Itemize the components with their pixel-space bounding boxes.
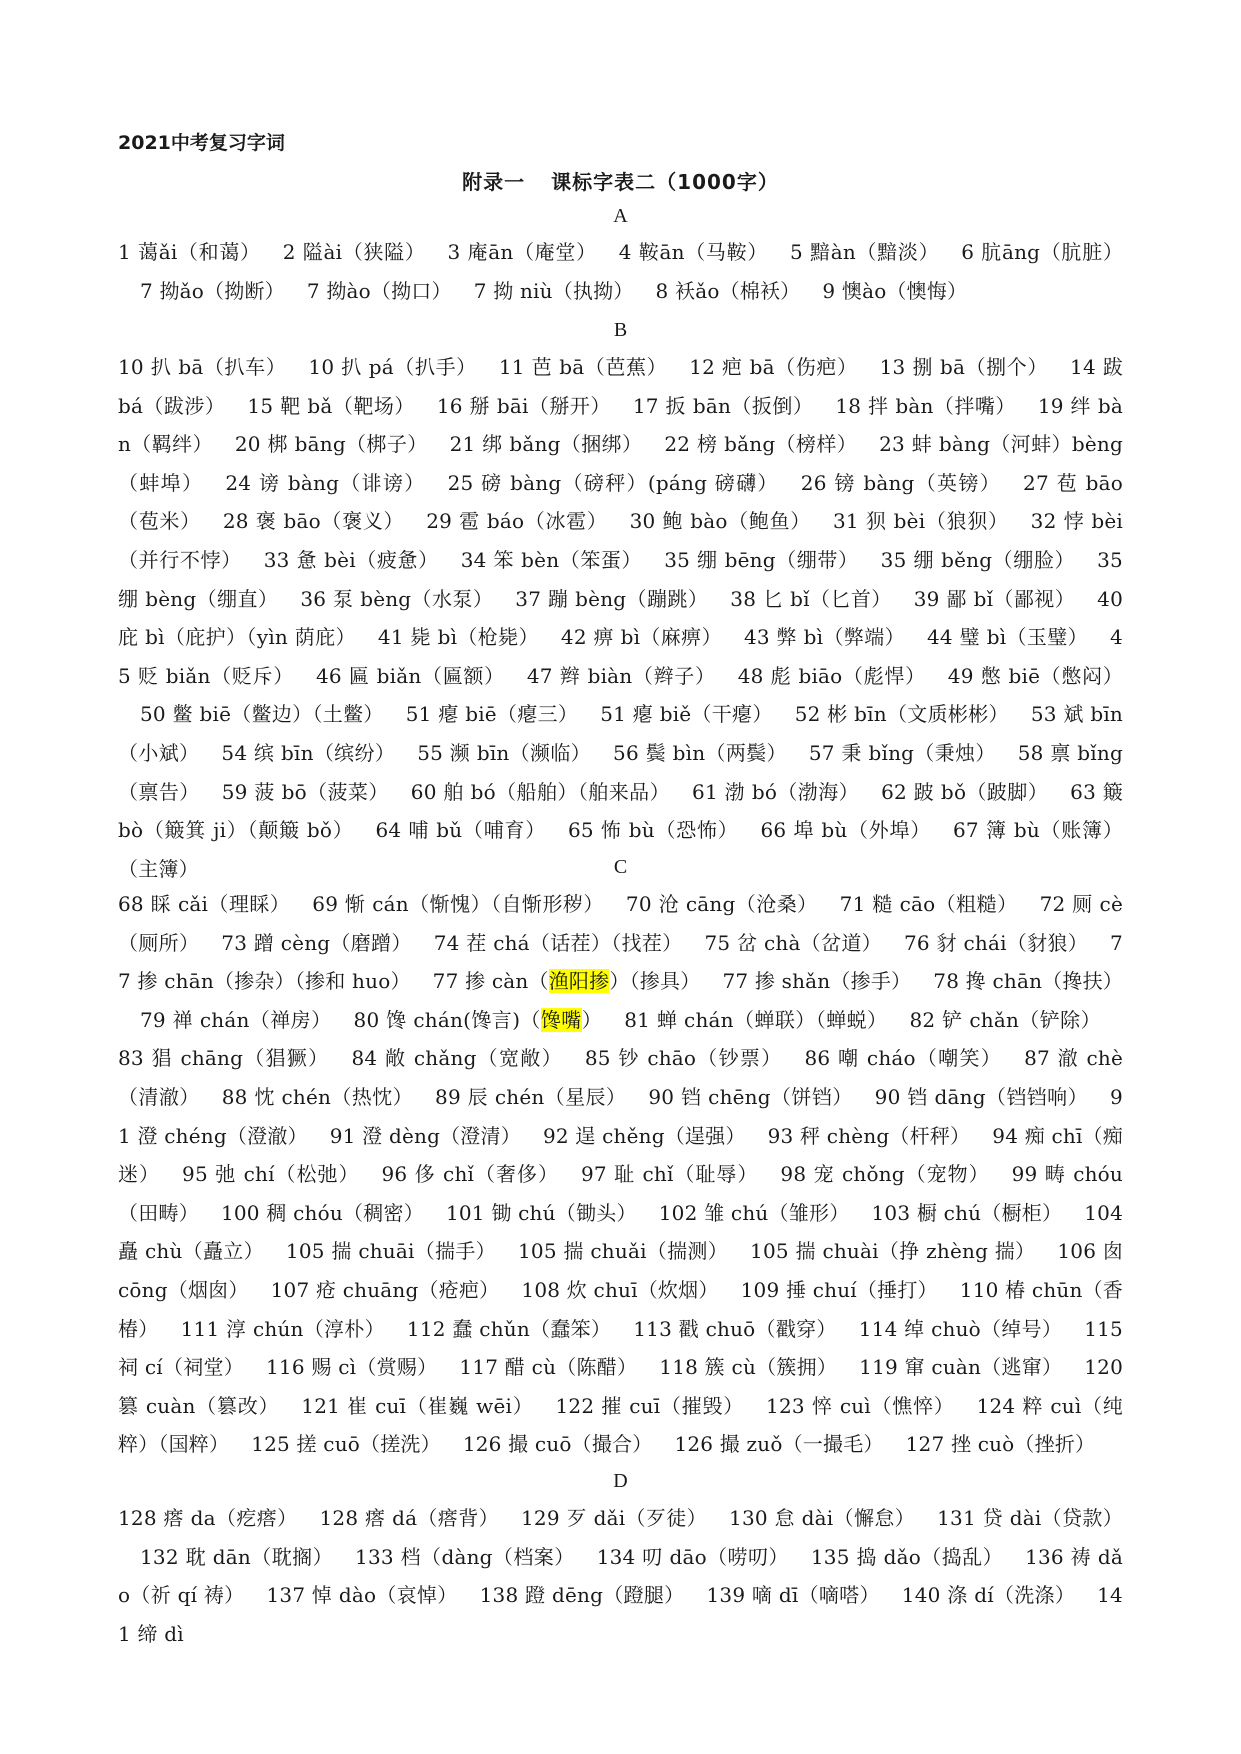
vocab-entry: 106 囱 cōng（烟囱） xyxy=(118,1239,1124,1302)
vocab-entry: 53 斌 bīn（小斌） xyxy=(118,702,1123,765)
vocab-entry: 100 稠 chóu（稠密） xyxy=(220,1200,424,1225)
vocab-entry: 23 蚌 bàng（河蚌）bèng（蚌埠） xyxy=(118,432,1123,495)
vocab-entry: 128 瘩 dá（瘩背） xyxy=(319,1506,499,1530)
appendix-title xyxy=(0,166,1241,195)
vocab-entry: 134 叨 dāo（唠叨） xyxy=(596,1544,789,1569)
vocab-entry: 43 弊 bì（弊端） xyxy=(743,625,905,650)
vocab-entry: 18 拌 bàn（拌嘴） xyxy=(835,393,1016,418)
vocab-entry: 77 掺 shǎn（掺手） xyxy=(722,969,912,994)
vocab-entry: 103 橱 chú（橱柜） xyxy=(871,1200,1063,1225)
vocab-entry: 8 袄ǎo（棉袄） xyxy=(655,278,801,303)
vocab-entry: 117 醋 cù（陈醋） xyxy=(459,1355,638,1380)
vocab-entry: 82 铲 chǎn（铲除） xyxy=(909,1007,1101,1032)
vocab-entry: 45 贬 biǎn（贬斥） xyxy=(118,625,1123,688)
section-body-d xyxy=(118,1499,1123,1653)
vocab-entry: 69 惭 cán（惭愧）（自惭形秽） xyxy=(312,892,604,916)
vocab-entry: 90 铛 chēng（饼铛） xyxy=(648,1084,853,1109)
vocab-entry: 126 撮 cuō（撮合） xyxy=(462,1432,653,1457)
vocab-entry: 84 敞 chǎng（宽敞） xyxy=(351,1046,563,1071)
vocab-entry: 27 苞 bāo（苞米） xyxy=(118,470,1123,534)
vocab-entry: 52 彬 bīn（文质彬彬） xyxy=(794,702,1009,727)
appendix-title-part1: 附录一 xyxy=(462,170,526,194)
vocab-entry: 1 蔼ǎi（和蔼） xyxy=(118,240,261,264)
vocab-entry: 62 跛 bǒ（跛脚） xyxy=(881,779,1049,804)
vocab-entry: 91 澄 chéng（澄澈） xyxy=(118,1084,1123,1148)
vocab-entry: 39 鄙 bǐ（鄙视） xyxy=(913,586,1076,611)
document-header: 2021中考复习字词 xyxy=(118,132,285,154)
vocab-entry: 83 猖 chāng（猖獗） xyxy=(118,1046,330,1071)
vocab-entry: 126 撮 zuǒ（一撮毛） xyxy=(674,1432,884,1457)
vocab-entry: 119 窜 cuàn（逃窜） xyxy=(859,1355,1063,1380)
vocab-entry: 55 濒 bīn（濒临） xyxy=(417,740,592,765)
vocab-entry: 127 挫 cuò（挫折） xyxy=(905,1432,1096,1457)
vocab-entry: 70 沧 cāng（沧桑） xyxy=(625,892,818,916)
vocab-entry: 97 耻 chǐ（耻辱） xyxy=(580,1162,759,1187)
vocab-entry: 89 辰 chén（星辰） xyxy=(435,1084,627,1109)
vocab-entry: 107 疮 chuāng（疮疤） xyxy=(270,1277,500,1302)
vocab-entry: 72 厕 cè（厕所） xyxy=(118,892,1123,955)
vocab-entry: 74 茬 chá（话茬）（找茬） xyxy=(433,930,683,955)
vocab-entry: 105 揣 chuāi（揣手） xyxy=(285,1239,496,1264)
vocab-entry: 26 镑 bàng（英镑） xyxy=(800,470,1002,495)
vocab-entry: 129 歹 dǎi（歹徒） xyxy=(520,1506,708,1530)
vocab-entry: 71 糙 cāo（粗糙） xyxy=(839,892,1018,916)
vocab-entry: 10 扒 bā（扒车） xyxy=(118,355,287,379)
vocab-entry: 125 搓 cuō（搓洗） xyxy=(251,1432,441,1457)
vocab-entry: 77 掺 chān（掺杂）（掺和 huo） xyxy=(118,930,1123,994)
vocab-entry: 5 黯àn（黯淡） xyxy=(790,240,940,264)
vocab-entry: 112 蠢 chǔn（蠢笨） xyxy=(406,1316,612,1341)
vocab-entry: 123 悴 cuì（憔悴） xyxy=(766,1393,955,1418)
vocab-entry: 28 褒 bāo（褒义） xyxy=(222,509,405,534)
appendix-title-part2: 课标字表二（1000字） xyxy=(551,170,779,194)
vocab-entry: 105 揣 chuǎi（揣测） xyxy=(517,1239,729,1264)
section-body-a xyxy=(118,233,1123,310)
vocab-entry: 93 秤 chèng（杆秤） xyxy=(767,1123,971,1148)
vocab-entry: 35 绷 bēng（绷带） xyxy=(664,547,859,572)
vocab-entry: 36 泵 bèng（水泵） xyxy=(300,586,494,611)
vocab-entry: 141 缔 dì xyxy=(118,1583,1123,1646)
highlighted-text: 馋嘴 xyxy=(540,1007,582,1032)
vocab-entry: 87 澈 chè（清澈） xyxy=(118,1046,1124,1109)
vocab-entry: 111 淳 chún（淳朴） xyxy=(180,1316,385,1341)
vocab-entry: 113 戳 chuō（戳穿） xyxy=(633,1316,837,1341)
vocab-entry: 81 蝉 chán（蝉联）（蝉蜕） xyxy=(624,1007,888,1032)
vocab-entry: 35 绷 bèng（绷直） xyxy=(118,547,1123,611)
vocab-entry: 80 馋 chán(馋言)（馋嘴） xyxy=(353,1007,603,1032)
vocab-entry: 13 捌 bā（捌个） xyxy=(879,355,1049,379)
vocab-entry: 65 怖 bù（恐怖） xyxy=(567,818,739,843)
vocab-entry: 139 嘀 dī（嘀嗒） xyxy=(706,1583,880,1608)
vocab-entry: 122 摧 cuī（摧毁） xyxy=(555,1393,745,1418)
vocab-entry: 108 炊 chuī（炊烟） xyxy=(521,1277,719,1302)
vocab-entry: 24 谤 bàng（诽谤） xyxy=(225,470,426,495)
vocab-entry: 68 睬 cǎi（理睬） xyxy=(118,892,291,916)
section-letter-c: C xyxy=(613,856,628,878)
vocab-entry: 131 贷 dài（贷款） xyxy=(937,1506,1124,1530)
vocab-entry: 78 搀 chān（搀扶） xyxy=(933,969,1124,994)
vocab-entry: 94 痴 chī（痴迷） xyxy=(118,1123,1123,1187)
vocab-entry: 60 舶 bó（船舶）（舶来品） xyxy=(410,779,671,804)
vocab-entry: 54 缤 bīn（缤纷） xyxy=(221,740,396,765)
vocab-entry: 109 捶 chuí（捶打） xyxy=(740,1277,938,1302)
vocab-entry: 2 隘ài（狭隘） xyxy=(282,240,426,264)
vocab-entry: 114 绰 chuò（绰号） xyxy=(858,1316,1063,1341)
vocab-entry: 41 毙 bì（枪毙） xyxy=(377,625,539,650)
vocab-entry: 86 嘲 cháo（嘲笑） xyxy=(804,1046,1003,1071)
vocab-entry: 15 靶 bǎ（靶场） xyxy=(247,393,415,418)
vocab-entry: 115 祠 cí（祠堂） xyxy=(118,1316,1123,1380)
vocab-entry: 88 忱 chén（热忱） xyxy=(221,1084,414,1109)
vocab-entry: 37 蹦 bèng（蹦跳） xyxy=(515,586,709,611)
section-letter-a: A xyxy=(613,205,628,227)
section-body-b xyxy=(118,348,1123,888)
vocab-entry: 73 蹭 cèng（磨蹭） xyxy=(221,930,412,955)
vocab-entry: 140 涤 dí（洗涤） xyxy=(901,1583,1076,1608)
vocab-entry: 118 簇 cù（簇拥） xyxy=(659,1355,838,1380)
vocab-entry: 64 哺 bǔ（哺育） xyxy=(375,818,546,843)
vocab-entry: 19 绊 bàn（羁绊） xyxy=(118,393,1123,457)
vocab-entry: 12 疤 bā（伤疤） xyxy=(689,355,858,379)
vocab-entry: 59 菠 bō（菠菜） xyxy=(221,779,389,804)
vocab-entry: 120 篡 cuàn（篡改） xyxy=(118,1355,1123,1418)
vocab-entry: 96 侈 chǐ（奢侈） xyxy=(381,1162,559,1187)
vocab-entry: 56 鬓 bìn（两鬓） xyxy=(613,740,787,765)
vocab-entry: 105 揣 chuài（挣 zhèng 揣） xyxy=(750,1239,1036,1264)
vocab-entry: 51 瘪 biě（干瘪） xyxy=(600,702,773,727)
vocab-entry: 57 秉 bǐng（秉烛） xyxy=(808,740,996,765)
vocab-entry: 4 鞍ān（马鞍） xyxy=(618,240,769,264)
vocab-entry: 9 懊ào（懊悔） xyxy=(822,278,968,303)
vocab-entry: 34 笨 bèn（笨蛋） xyxy=(460,547,643,572)
vocab-entry: 40 庇 bì（庇护）（yìn 荫庇） xyxy=(118,586,1123,650)
vocab-entry: 51 瘪 biē（瘪三） xyxy=(405,702,579,727)
vocab-entry: 33 惫 bèi（疲惫） xyxy=(263,547,439,572)
vocab-entry: 20 梆 bāng（梆子） xyxy=(234,432,428,457)
vocab-entry: 32 悖 bèi（并行不悖） xyxy=(118,509,1123,572)
vocab-entry: 29 雹 báo（冰雹） xyxy=(426,509,608,534)
vocab-entry: 7 拗 niù（执拗） xyxy=(473,278,634,303)
vocab-entry: 121 崔 cuī（崔巍 wēi） xyxy=(301,1393,534,1418)
vocab-entry: 75 岔 chà（岔道） xyxy=(704,930,882,955)
vocab-entry: 7 拗ào（拗口） xyxy=(306,278,452,303)
vocab-entry: 124 粹 cuì（纯粹）（国粹） xyxy=(118,1393,1123,1457)
vocab-entry: 31 狈 bèi（狼狈） xyxy=(833,509,1009,534)
vocab-entry: 44 璧 bì（玉璧） xyxy=(926,625,1089,650)
vocab-entry: 90 铛 dāng（铛铛响） xyxy=(874,1084,1089,1109)
vocab-entry: 138 蹬 dēng（蹬腿） xyxy=(479,1583,685,1608)
vocab-entry: 63 簸 bò（簸箕 ji）（颠簸 bǒ） xyxy=(118,779,1123,843)
vocab-entry: 61 渤 bó（渤海） xyxy=(692,779,860,804)
vocab-entry: 46 匾 biǎn（匾额） xyxy=(315,663,505,688)
vocab-entry: 101 锄 chú（锄头） xyxy=(445,1200,637,1225)
vocab-entry: 135 捣 dǎo（捣乱） xyxy=(810,1544,1004,1569)
vocab-entry: 7 拗ǎo（拗断） xyxy=(140,278,285,303)
vocab-entry: 16 掰 bāi（掰开） xyxy=(436,393,611,418)
vocab-entry: 77 掺 càn（渔阳掺）（掺具） xyxy=(432,969,701,994)
vocab-entry: 136 祷 dǎo（祈 qí 祷） xyxy=(118,1544,1123,1608)
highlighted-text: 渔阳掺 xyxy=(548,969,610,994)
vocab-entry: 14 跋 bá（跋涉） xyxy=(118,355,1124,418)
vocab-entry: 48 彪 biāo（彪悍） xyxy=(737,663,926,688)
vocab-entry: 66 埠 bù（外埠） xyxy=(760,818,931,843)
vocab-entry: 11 芭 bā（芭蕉） xyxy=(498,355,668,379)
vocab-entry: 128 瘩 da（疙瘩） xyxy=(118,1506,298,1530)
section-body-c xyxy=(118,885,1123,1464)
vocab-entry: 25 磅 bàng（磅秤）(páng 磅礴） xyxy=(447,470,779,495)
vocab-entry: 38 匕 bǐ（匕首） xyxy=(730,586,892,611)
vocab-entry: 79 禅 chán（禅房） xyxy=(140,1007,332,1032)
vocab-entry: 137 悼 dào（哀悼） xyxy=(266,1583,458,1608)
vocab-entry: 76 豺 chái（豺狼） xyxy=(903,930,1089,955)
vocab-entry: 22 榜 bǎng（榜样） xyxy=(664,432,858,457)
vocab-entry: 6 肮āng（肮脏） xyxy=(961,240,1124,264)
vocab-entry: 133 档（dàng（档案） xyxy=(355,1544,575,1569)
vocab-entry: 98 宠 chǒng（宠物） xyxy=(780,1162,990,1187)
vocab-entry: 47 辫 biàn（辫子） xyxy=(526,663,716,688)
vocab-entry: 85 钞 chāo（钞票） xyxy=(584,1046,783,1071)
vocab-entry: 58 禀 bǐng（禀告） xyxy=(118,740,1123,804)
vocab-entry: 102 雏 chú（雏形） xyxy=(658,1200,850,1225)
vocab-entry: 95 弛 chí（松弛） xyxy=(182,1162,360,1187)
vocab-entry: 99 畴 chóu（田畴） xyxy=(118,1162,1124,1225)
vocab-entry: 110 椿 chūn（香椿） xyxy=(118,1277,1123,1341)
vocab-entry: 67 簿 bù（账簿）（主簿） xyxy=(118,818,1123,881)
vocab-entry: 3 庵ān（庵堂） xyxy=(447,240,597,264)
vocab-entry: 104 矗 chù（矗立） xyxy=(118,1200,1124,1264)
vocab-entry: 92 逞 chěng（逞强） xyxy=(542,1123,746,1148)
vocab-entry: 35 绷 běng（绷脸） xyxy=(880,547,1076,572)
vocab-entry: 10 扒 pá（扒手） xyxy=(308,355,477,379)
vocab-entry: 116 赐 cì（赏赐） xyxy=(266,1355,438,1380)
vocab-entry: 17 扳 bān（扳倒） xyxy=(632,393,814,418)
vocab-entry: 132 耽 dān（耽搁） xyxy=(140,1544,334,1569)
section-letter-b: B xyxy=(613,319,628,341)
section-letter-d: D xyxy=(613,1470,628,1492)
vocab-entry: 130 怠 dài（懈怠） xyxy=(729,1506,916,1530)
vocab-entry: 42 痹 bì（麻痹） xyxy=(560,625,722,650)
vocab-entry: 21 绑 bǎng（捆绑） xyxy=(449,432,643,457)
vocab-entry: 30 鲍 bào（鲍鱼） xyxy=(629,509,811,534)
vocab-entry: 50 鳖 biē（鳖边）（土鳖） xyxy=(140,702,384,727)
vocab-entry: 49 憋 biē（憋闷） xyxy=(947,663,1123,688)
vocab-entry: 91 澄 dèng（澄清） xyxy=(329,1123,521,1148)
